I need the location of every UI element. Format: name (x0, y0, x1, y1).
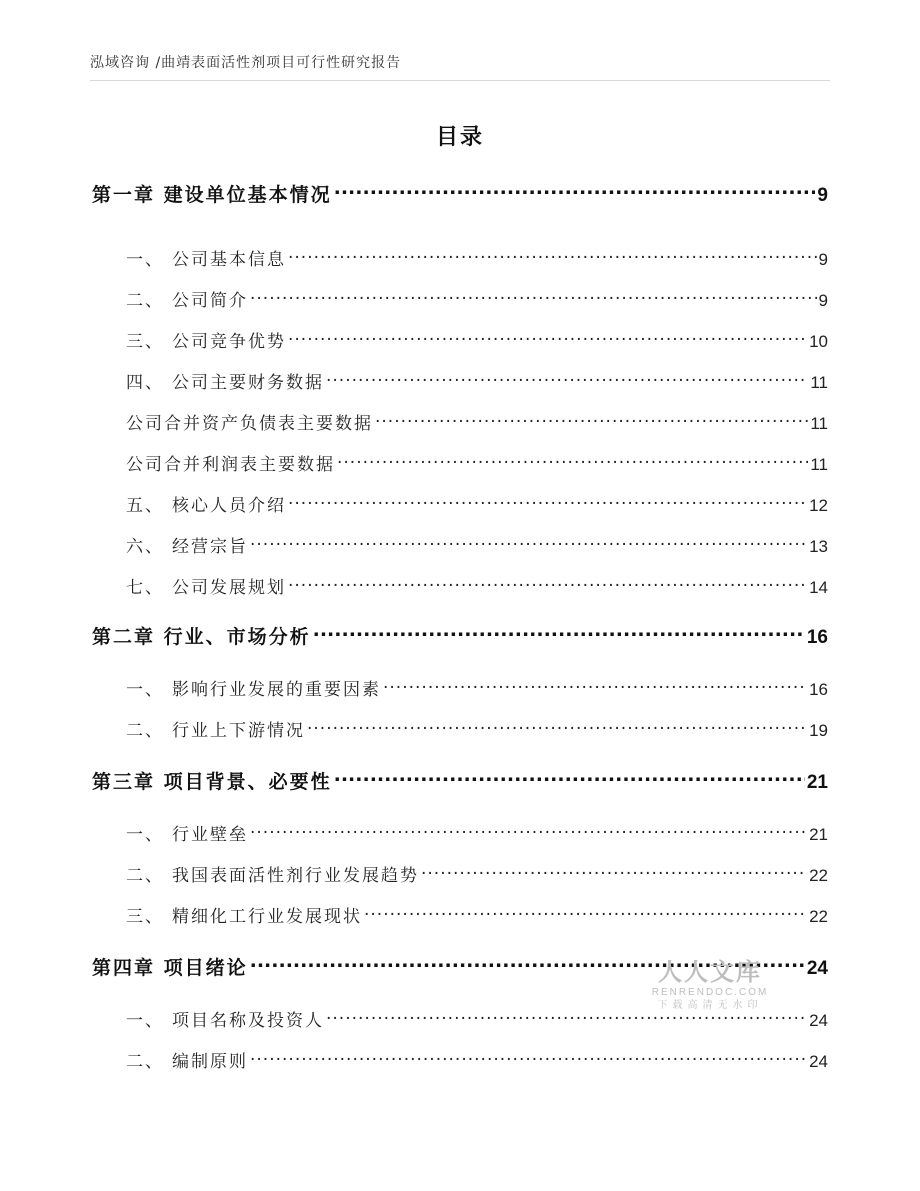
toc-leader-dots (375, 410, 808, 429)
toc-entry-label: 公司合并资产负债表主要数据 (126, 414, 373, 434)
toc-page-number: 9 (818, 250, 828, 269)
toc-entry-label (92, 286, 248, 311)
toc-entry-label (92, 861, 419, 886)
toc-page-number: 19 (809, 721, 828, 740)
toc-entry-number: 六、 (126, 537, 164, 557)
toc-entry-number: 二、 (126, 291, 164, 311)
toc-entry-number: 二、 (126, 866, 164, 886)
toc-entry-label (92, 573, 286, 598)
toc-leader-dots (288, 492, 807, 511)
toc-page-number: 11 (810, 373, 828, 392)
toc-leader-dots (334, 180, 816, 201)
toc-entry-label (92, 1006, 324, 1031)
toc-leader-dots (288, 574, 807, 593)
toc-leader-dots (250, 821, 807, 840)
toc-page-number: 11 (810, 414, 828, 433)
toc-entry-text: 行业上下游情况 (172, 721, 305, 741)
toc-entry-label (92, 532, 248, 557)
toc-leader-dots (326, 369, 808, 388)
toc-entry-text: 公司发展规划 (172, 578, 286, 598)
toc-leader-dots (288, 246, 817, 265)
toc-entry-text: 公司主要财务数据 (172, 373, 324, 393)
toc-title: 目录 (435, 125, 484, 150)
toc-entry-label (92, 902, 362, 927)
toc-page-number: 14 (809, 578, 828, 597)
toc-entry-text: 公司竞争优势 (172, 332, 286, 352)
toc-page-number: 22 (809, 907, 828, 926)
toc-page-number: 24 (806, 958, 828, 979)
toc-section-entry[interactable] (92, 861, 828, 886)
page-header: 泓域咨询 /曲靖表面活性剂项目可行性研究报告 (90, 55, 402, 71)
toc-leader-dots (250, 533, 807, 552)
toc-section-entry[interactable] (92, 327, 828, 352)
toc-section-entry[interactable] (92, 450, 828, 475)
toc-entry-label (92, 716, 305, 741)
toc-page-number: 16 (809, 680, 828, 699)
toc-entry-label: 公司合并利润表主要数据 (126, 455, 335, 475)
toc-page-number: 10 (809, 332, 828, 351)
toc-leader-dots (337, 451, 808, 470)
watermark-brand: 人人文库 (658, 958, 762, 986)
toc-entry-label (92, 491, 286, 516)
watermark-logo (648, 958, 772, 1013)
toc-entry-number: 五、 (126, 496, 164, 516)
toc-page-number: 11 (810, 455, 828, 474)
toc-entry-number: 二、 (126, 1052, 164, 1072)
toc-chapter-entry[interactable] (92, 767, 828, 794)
toc-leader-dots (421, 862, 807, 881)
toc-page-number: 9 (818, 291, 828, 310)
toc-section-entry[interactable] (92, 902, 828, 927)
toc-entry-number: 二、 (126, 721, 164, 741)
toc-entry-label (92, 820, 248, 845)
toc-entry-text: 核心人员介绍 (172, 496, 286, 516)
toc-leader-dots (250, 287, 817, 306)
toc-section-entry[interactable] (92, 245, 828, 270)
toc-leader-dots (334, 767, 805, 788)
toc-chapter-entry[interactable] (92, 180, 828, 207)
toc-entry-number: 三、 (126, 332, 164, 352)
toc-entry-number: 四、 (126, 373, 164, 393)
toc-entry-number: 一、 (126, 680, 164, 700)
toc-section-entry[interactable] (92, 368, 828, 393)
toc-entry-number: 一、 (126, 825, 164, 845)
toc-section-entry[interactable] (92, 573, 828, 598)
toc-section-entry[interactable] (92, 1047, 828, 1072)
toc-page-number: 21 (806, 772, 828, 793)
toc-entry-label: 第一章 建设单位基本情况 (92, 184, 332, 206)
toc-page-number: 16 (806, 627, 828, 648)
toc-entry-text: 经营宗旨 (172, 537, 248, 557)
toc-entry-text: 编制原则 (172, 1052, 248, 1072)
toc-section-entry[interactable] (92, 286, 828, 311)
toc-leader-dots (288, 328, 807, 347)
toc-entry-text: 公司简介 (172, 291, 248, 311)
toc-page-number: 9 (817, 185, 828, 206)
toc-entry-number: 三、 (126, 907, 164, 927)
toc-entry-label (92, 675, 381, 700)
toc-section-entry[interactable] (92, 491, 828, 516)
watermark-domain: RENRENDOC.COM (651, 987, 769, 998)
toc-entry-text: 我国表面活性剂行业发展趋势 (172, 866, 419, 886)
toc-entry-text: 公司基本信息 (172, 250, 286, 270)
toc-entry-number: 一、 (126, 250, 164, 270)
toc-entry-label (92, 245, 286, 270)
toc-page-number: 22 (809, 866, 828, 885)
toc-section-entry[interactable] (92, 409, 828, 434)
toc-section-entry[interactable] (92, 716, 828, 741)
toc-entry-label (92, 368, 324, 393)
toc-page-number: 21 (809, 825, 828, 844)
toc-leader-dots (307, 717, 807, 736)
toc-page-number: 24 (809, 1011, 828, 1030)
toc-leader-dots (364, 903, 807, 922)
toc-section-entry[interactable] (92, 820, 828, 845)
toc-leader-dots (383, 676, 807, 695)
toc-entry-label (92, 327, 286, 352)
toc-page-number: 12 (809, 496, 828, 515)
toc-entry-label: 第二章 行业、市场分析 (92, 626, 311, 648)
toc-chapter-entry[interactable] (92, 622, 828, 649)
toc-entry-number: 七、 (126, 578, 164, 598)
toc-leader-dots (250, 1048, 807, 1067)
toc-entry-text: 项目名称及投资人 (172, 1011, 324, 1031)
toc-entry-label: 第三章 项目背景、必要性 (92, 771, 332, 793)
toc-page-number: 13 (809, 537, 828, 556)
toc-page-number: 24 (809, 1052, 828, 1071)
toc-entry-label (92, 1047, 248, 1072)
toc-section-entry[interactable] (92, 675, 828, 700)
toc-section-entry[interactable] (92, 532, 828, 557)
toc-entry-text: 精细化工行业发展现状 (172, 907, 362, 927)
toc-entry-label: 第四章 项目绪论 (92, 957, 248, 979)
header-divider (90, 80, 830, 81)
toc-entry-text: 影响行业发展的重要因素 (172, 680, 381, 700)
toc-entry-number: 一、 (126, 1011, 164, 1031)
toc-entry-text: 行业壁垒 (172, 825, 248, 845)
watermark-tagline: 下载高清无水印 (657, 1000, 763, 1011)
toc-leader-dots (313, 622, 805, 643)
